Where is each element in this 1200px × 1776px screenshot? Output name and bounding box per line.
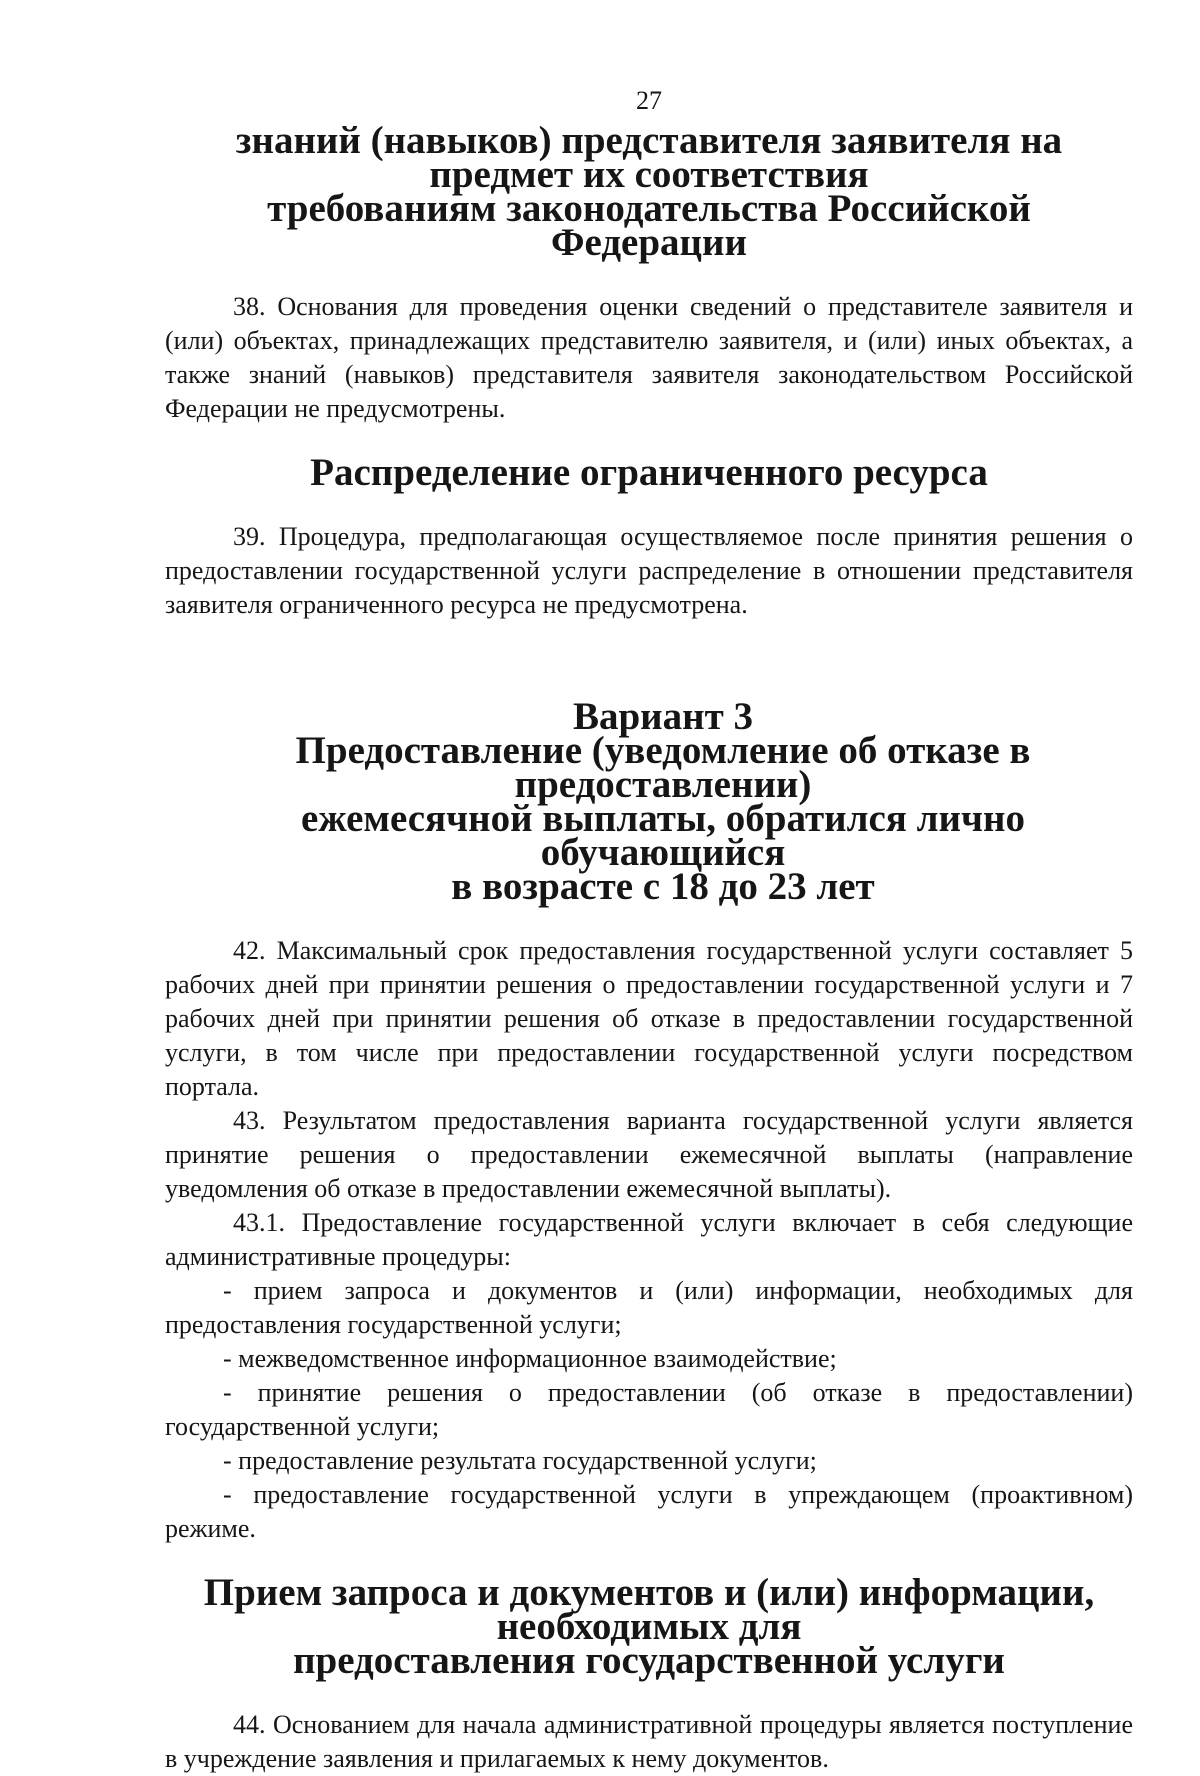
- paragraph-39: 39. Процедура, предполагающая осуществляемое после принятия решения о предоставлении государственной услуги распределение в отношении представителя заявителя ограниченного ресурса не предусмотрена.: [165, 522, 1133, 619]
- section-heading-intake: [165, 1571, 1133, 1682]
- procedure-item: - прием запроса и документов и (или) информации, необходимых для предоставления государственной услуги;: [165, 1276, 1133, 1339]
- document-page: [165, 84, 1133, 1776]
- heading-line: знаний (навыков) представителя заявителя на предмет их соответствия: [235, 119, 1063, 196]
- heading-line: ежемесячной выплаты, обратился лично обучающийся: [301, 797, 1025, 874]
- procedure-item: - предоставление результата государственной услуги;: [223, 1446, 817, 1475]
- paragraph-38: 38. Основания для проведения оценки сведений о представителе заявителя и (или) объектах, принадлежащих представителю заявителя, и (или) иных объектах, а также знаний (навыков) представителя заявителя законодательством Российской Федерации не предусмотрены.: [165, 292, 1133, 423]
- procedure-item: - предоставление государственной услуги в упреждающем (проактивном) режиме.: [165, 1480, 1133, 1543]
- page-number: 27: [636, 86, 662, 115]
- procedure-item: - принятие решения о предоставлении (об отказе в предоставлении) государственной услуги;: [165, 1378, 1133, 1441]
- heading-line: требованиям законодательства Российской Федерации: [267, 187, 1031, 264]
- heading-line: в возрасте с 18 до 23 лет: [451, 865, 875, 908]
- heading-line: предоставления государственной услуги: [293, 1639, 1005, 1682]
- heading-line: Предоставление (уведомление об отказе в предоставлении): [295, 729, 1031, 806]
- paragraph-43-1: 43.1. Предоставление государственной услуги включает в себя следующие административные процедуры:: [165, 1208, 1133, 1271]
- section-heading-resource: Распределение ограниченного ресурса: [310, 451, 988, 494]
- procedure-item: - межведомственное информационное взаимодействие;: [223, 1344, 837, 1373]
- paragraph-43: 43. Результатом предоставления варианта государственной услуги является принятие решения о предоставлении ежемесячной выплаты (направление уведомления об отказе в предоставлении ежемесячной выплаты).: [165, 1106, 1133, 1203]
- paragraph-42: 42. Максимальный срок предоставления государственной услуги составляет 5 рабочих дней при принятии решения о предоставлении государственной услуги и 7 рабочих дней при принятии решения об отказе в предоставлении государственной услуги, в том числе при предоставлении государственной услуги посредством портала.: [165, 936, 1133, 1101]
- section-heading-knowledge: [165, 119, 1133, 264]
- heading-line: Вариант 3: [572, 695, 754, 738]
- variant-3-heading: [165, 695, 1133, 908]
- paragraph-44: 44. Основанием для начала административной процедуры является поступление в учреждение заявления и прилагаемых к нему документов.: [165, 1710, 1133, 1773]
- heading-line: Прием запроса и документов и (или) информации, необходимых для: [203, 1571, 1095, 1648]
